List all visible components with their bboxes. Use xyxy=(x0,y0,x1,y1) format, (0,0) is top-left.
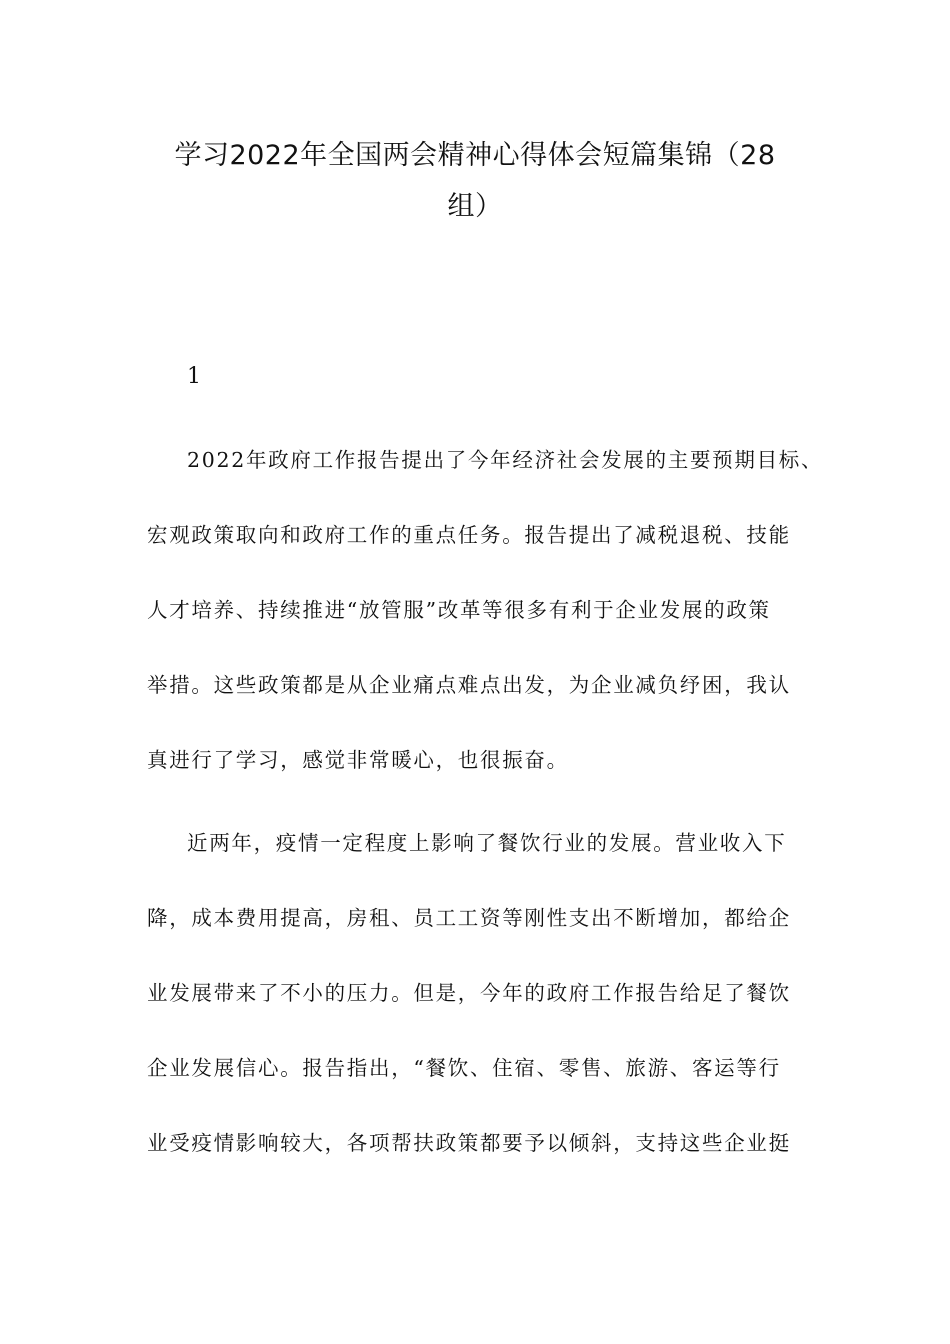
paragraph-2-line-1: 近两年，疫情一定程度上影响了餐饮行业的发展。营业收入下 xyxy=(187,831,787,855)
section-number: 1 xyxy=(187,364,201,389)
paragraph-1-line-2: 宏观政策取向和政府工作的重点任务。报告提出了减税退税、技能 xyxy=(147,523,791,547)
paragraph-1-line-5: 真进行了学习，感觉非常暖心，也很振奋。 xyxy=(147,748,569,772)
document-title-line-1: 学习2022年全国两会精神心得体会短篇集锦（28 xyxy=(174,140,776,171)
paragraph-2-line-4: 企业发展信心。报告指出，“餐饮、住宿、零售、旅游、客运等行 xyxy=(147,1056,781,1080)
paragraph-1-line-1: 2022年政府工作报告提出了今年经济社会发展的主要预期目标、 xyxy=(187,448,824,472)
paragraph-2-line-3: 业发展带来了不小的压力。但是，今年的政府工作报告给足了餐饮 xyxy=(147,981,791,1005)
paragraph-2-line-5: 业受疫情影响较大，各项帮扶政策都要予以倾斜，支持这些企业挺 xyxy=(147,1131,791,1155)
paragraph-2-line-2: 降，成本费用提高，房租、员工工资等刚性支出不断增加，都给企 xyxy=(147,906,791,930)
document-title-line-2: 组） xyxy=(447,191,503,222)
paragraph-1-line-4: 举措。这些政策都是从企业痛点难点出发，为企业减负纾困，我认 xyxy=(147,673,791,697)
paragraph-1-line-3: 人才培养、持续推进“放管服”改革等很多有利于企业发展的政策 xyxy=(147,598,771,622)
